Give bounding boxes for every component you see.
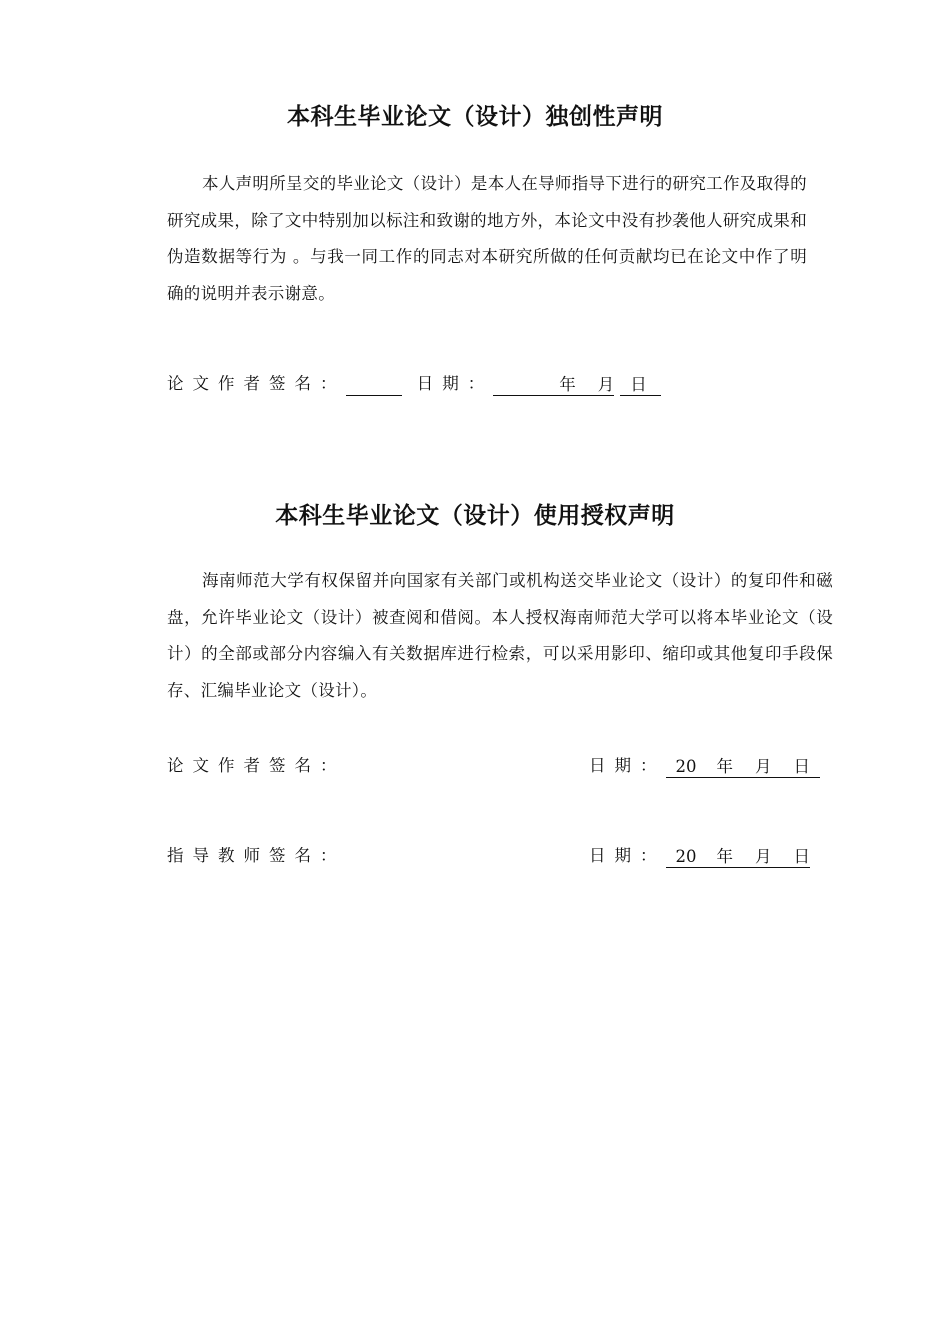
advisor-signature-row	[167, 844, 346, 868]
day-label: 日	[793, 847, 810, 866]
author-signature-label: 论文作者签名：	[167, 756, 346, 775]
century-text: 20	[675, 847, 697, 866]
century-text: 20	[675, 757, 697, 776]
originality-declaration-title: 本科生毕业论文（设计）独创性声明	[287, 104, 663, 130]
day-label: 日	[793, 757, 810, 776]
year-label: 年	[716, 757, 733, 776]
advisor-signature-label: 指导教师签名：	[167, 846, 346, 865]
year-label: 年	[559, 375, 576, 394]
date-field[interactable]	[666, 847, 811, 868]
authorization-author-signature-row	[167, 754, 346, 778]
authorization-author-date-row	[589, 754, 820, 778]
year-label: 年	[716, 847, 733, 866]
date-field[interactable]	[493, 375, 614, 396]
authorization-declaration-title: 本科生毕业论文（设计）使用授权声明	[275, 503, 675, 529]
date-label: 日期：	[589, 846, 666, 865]
month-label: 月	[755, 847, 772, 866]
originality-declaration-text: 本人声明所呈交的毕业论文（设计）是本人在导师指导下进行的研究工作及取得的研究成果，除了文中特别加以标注和致谢的地方外，本论文中没有抄袭他人研究成果和伪造数据等行为 。与我一同工作的同志对本研究所做的任何贡献均已在论文中作了明确的说明并表示谢意。	[167, 174, 807, 303]
month-label: 月	[755, 757, 772, 776]
day-field[interactable]	[620, 375, 661, 396]
month-label: 月	[597, 375, 615, 394]
originality-signature-row	[167, 372, 661, 396]
date-label: 日期：	[589, 756, 666, 775]
author-signature-label: 论文作者签名：	[167, 374, 346, 393]
date-label: 日期：	[416, 374, 494, 393]
day-label: 日	[630, 375, 647, 394]
authorization-declaration-text: 海南师范大学有权保留并向国家有关部门或机构送交毕业论文（设计）的复印件和磁盘，允许毕业论文（设计）被查阅和借阅。本人授权海南师范大学可以将本毕业论文（设计）的全部或部分内容编入有关数据库进行检索，可以采用影印、缩印或其他复印手段保存、汇编毕业论文（设计）。	[167, 571, 833, 700]
advisor-date-row	[589, 844, 810, 868]
author-signature-field[interactable]	[346, 375, 402, 396]
date-field[interactable]	[666, 757, 821, 778]
